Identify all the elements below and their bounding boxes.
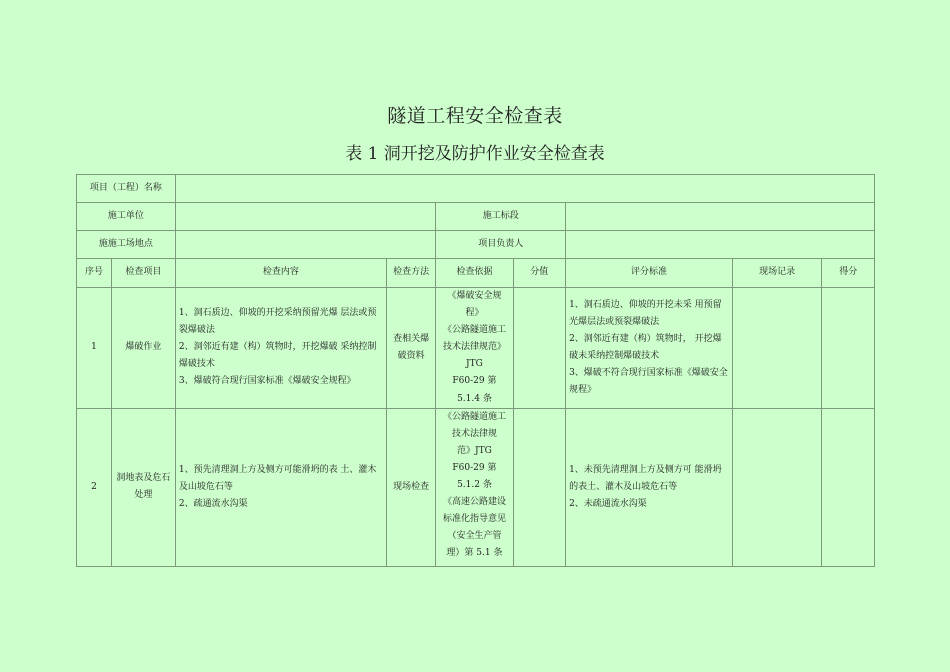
table-row bbox=[77, 408, 875, 566]
basis-line: F60-29 第 bbox=[452, 462, 497, 473]
check-method: 查相关爆破资料 bbox=[386, 288, 435, 409]
basis-line: 理）第 5.1 条 bbox=[446, 548, 503, 559]
col-header: 分值 bbox=[513, 259, 566, 288]
section-value[interactable] bbox=[566, 203, 875, 231]
column-header-row bbox=[77, 259, 875, 288]
basis-line: 技术法律规 bbox=[451, 428, 497, 439]
check-item: 爆破作业 bbox=[112, 288, 176, 409]
basis-line: 《高速公路建设 标准化指导意见 （安全生产管 bbox=[442, 497, 506, 542]
check-method: 现场检查 bbox=[386, 408, 435, 566]
check-basis bbox=[436, 408, 513, 566]
site-record[interactable] bbox=[732, 408, 822, 566]
row-number: 2 bbox=[77, 408, 112, 566]
col-header: 序号 bbox=[77, 259, 112, 288]
check-content bbox=[175, 288, 386, 409]
table-row bbox=[77, 288, 875, 409]
basis-line: F60-29 第 bbox=[452, 376, 497, 387]
points[interactable] bbox=[822, 408, 875, 566]
site-row bbox=[77, 231, 875, 259]
basis-line: 5.1.4 条 bbox=[457, 393, 492, 404]
col-header: 检查依据 bbox=[436, 259, 513, 288]
standard-line: 2、未疏通流水沟渠 bbox=[569, 498, 647, 509]
basis-line: 范》JTG bbox=[457, 445, 492, 456]
unit-row bbox=[77, 203, 875, 231]
unit-label: 施工单位 bbox=[77, 203, 176, 231]
site-label: 施施工场地点 bbox=[77, 231, 176, 259]
score-value[interactable] bbox=[513, 288, 566, 409]
standard-line: 3、爆破不符合现行国家标准《爆破安全规程》 bbox=[569, 367, 728, 396]
content-line: 2、洞邻近有建（构）筑物时，开挖爆破 采纳控制爆破技术 bbox=[178, 342, 377, 370]
document-title: 隧道工程安全检查表 bbox=[387, 105, 563, 127]
standard-line: 1、未预先清理洞上方及侧方可 能滑坍的表土、灌木及山坡危石等 bbox=[569, 464, 722, 492]
scoring-standard bbox=[566, 288, 733, 409]
col-header: 检查内容 bbox=[175, 259, 386, 288]
basis-line: 《公路隧道施工 技术法律规范》JTG bbox=[442, 325, 506, 370]
col-header: 检查方法 bbox=[386, 259, 435, 288]
inspection-table bbox=[76, 174, 875, 567]
site-record[interactable] bbox=[732, 288, 822, 409]
content-line: 2、疏通流水沟渠 bbox=[178, 498, 248, 509]
content-line: 1、洞石质边、仰坡的开挖采纳预留光爆 层法或预裂爆破法 bbox=[178, 308, 377, 336]
col-header: 评分标准 bbox=[566, 259, 733, 288]
project-label: 项目（工程）名称 bbox=[77, 175, 176, 203]
scoring-standard bbox=[566, 408, 733, 566]
basis-line: 5.1.2 条 bbox=[457, 480, 492, 491]
standard-line: 2、洞邻近有建（构）筑物时， 开挖爆破未采纳控制爆破技术 bbox=[569, 333, 722, 361]
project-value[interactable] bbox=[175, 175, 874, 203]
site-value[interactable] bbox=[175, 231, 436, 259]
manager-label: 项目负责人 bbox=[436, 231, 566, 259]
check-content bbox=[175, 408, 386, 566]
check-item: 洞地表及危石处理 bbox=[112, 408, 176, 566]
section-label: 施工标段 bbox=[436, 203, 566, 231]
content-line: 1、预先清理洞上方及侧方可能滑坍的表 土、灌木及山坡危石等 bbox=[178, 464, 377, 492]
basis-line: 《公路隧道施工 bbox=[442, 411, 506, 422]
check-basis bbox=[436, 288, 513, 409]
row-number: 1 bbox=[77, 288, 112, 409]
project-row bbox=[77, 175, 875, 203]
col-header: 得分 bbox=[822, 259, 875, 288]
content-line: 3、爆破符合现行国家标准《爆破安全规程》 bbox=[178, 376, 356, 387]
table-title: 表 1 洞开挖及防护作业安全检查表 bbox=[345, 144, 605, 164]
basis-line: 《爆破安全规 程》 bbox=[447, 291, 502, 319]
standard-line: 1、洞石质边、仰坡的开挖未采 用预留光爆层法或预裂爆破法 bbox=[569, 299, 722, 327]
manager-value[interactable] bbox=[566, 231, 875, 259]
unit-value[interactable] bbox=[175, 203, 436, 231]
points[interactable] bbox=[822, 288, 875, 409]
col-header: 现场记录 bbox=[732, 259, 822, 288]
score-value[interactable] bbox=[513, 408, 566, 566]
col-header: 检查项目 bbox=[112, 259, 176, 288]
